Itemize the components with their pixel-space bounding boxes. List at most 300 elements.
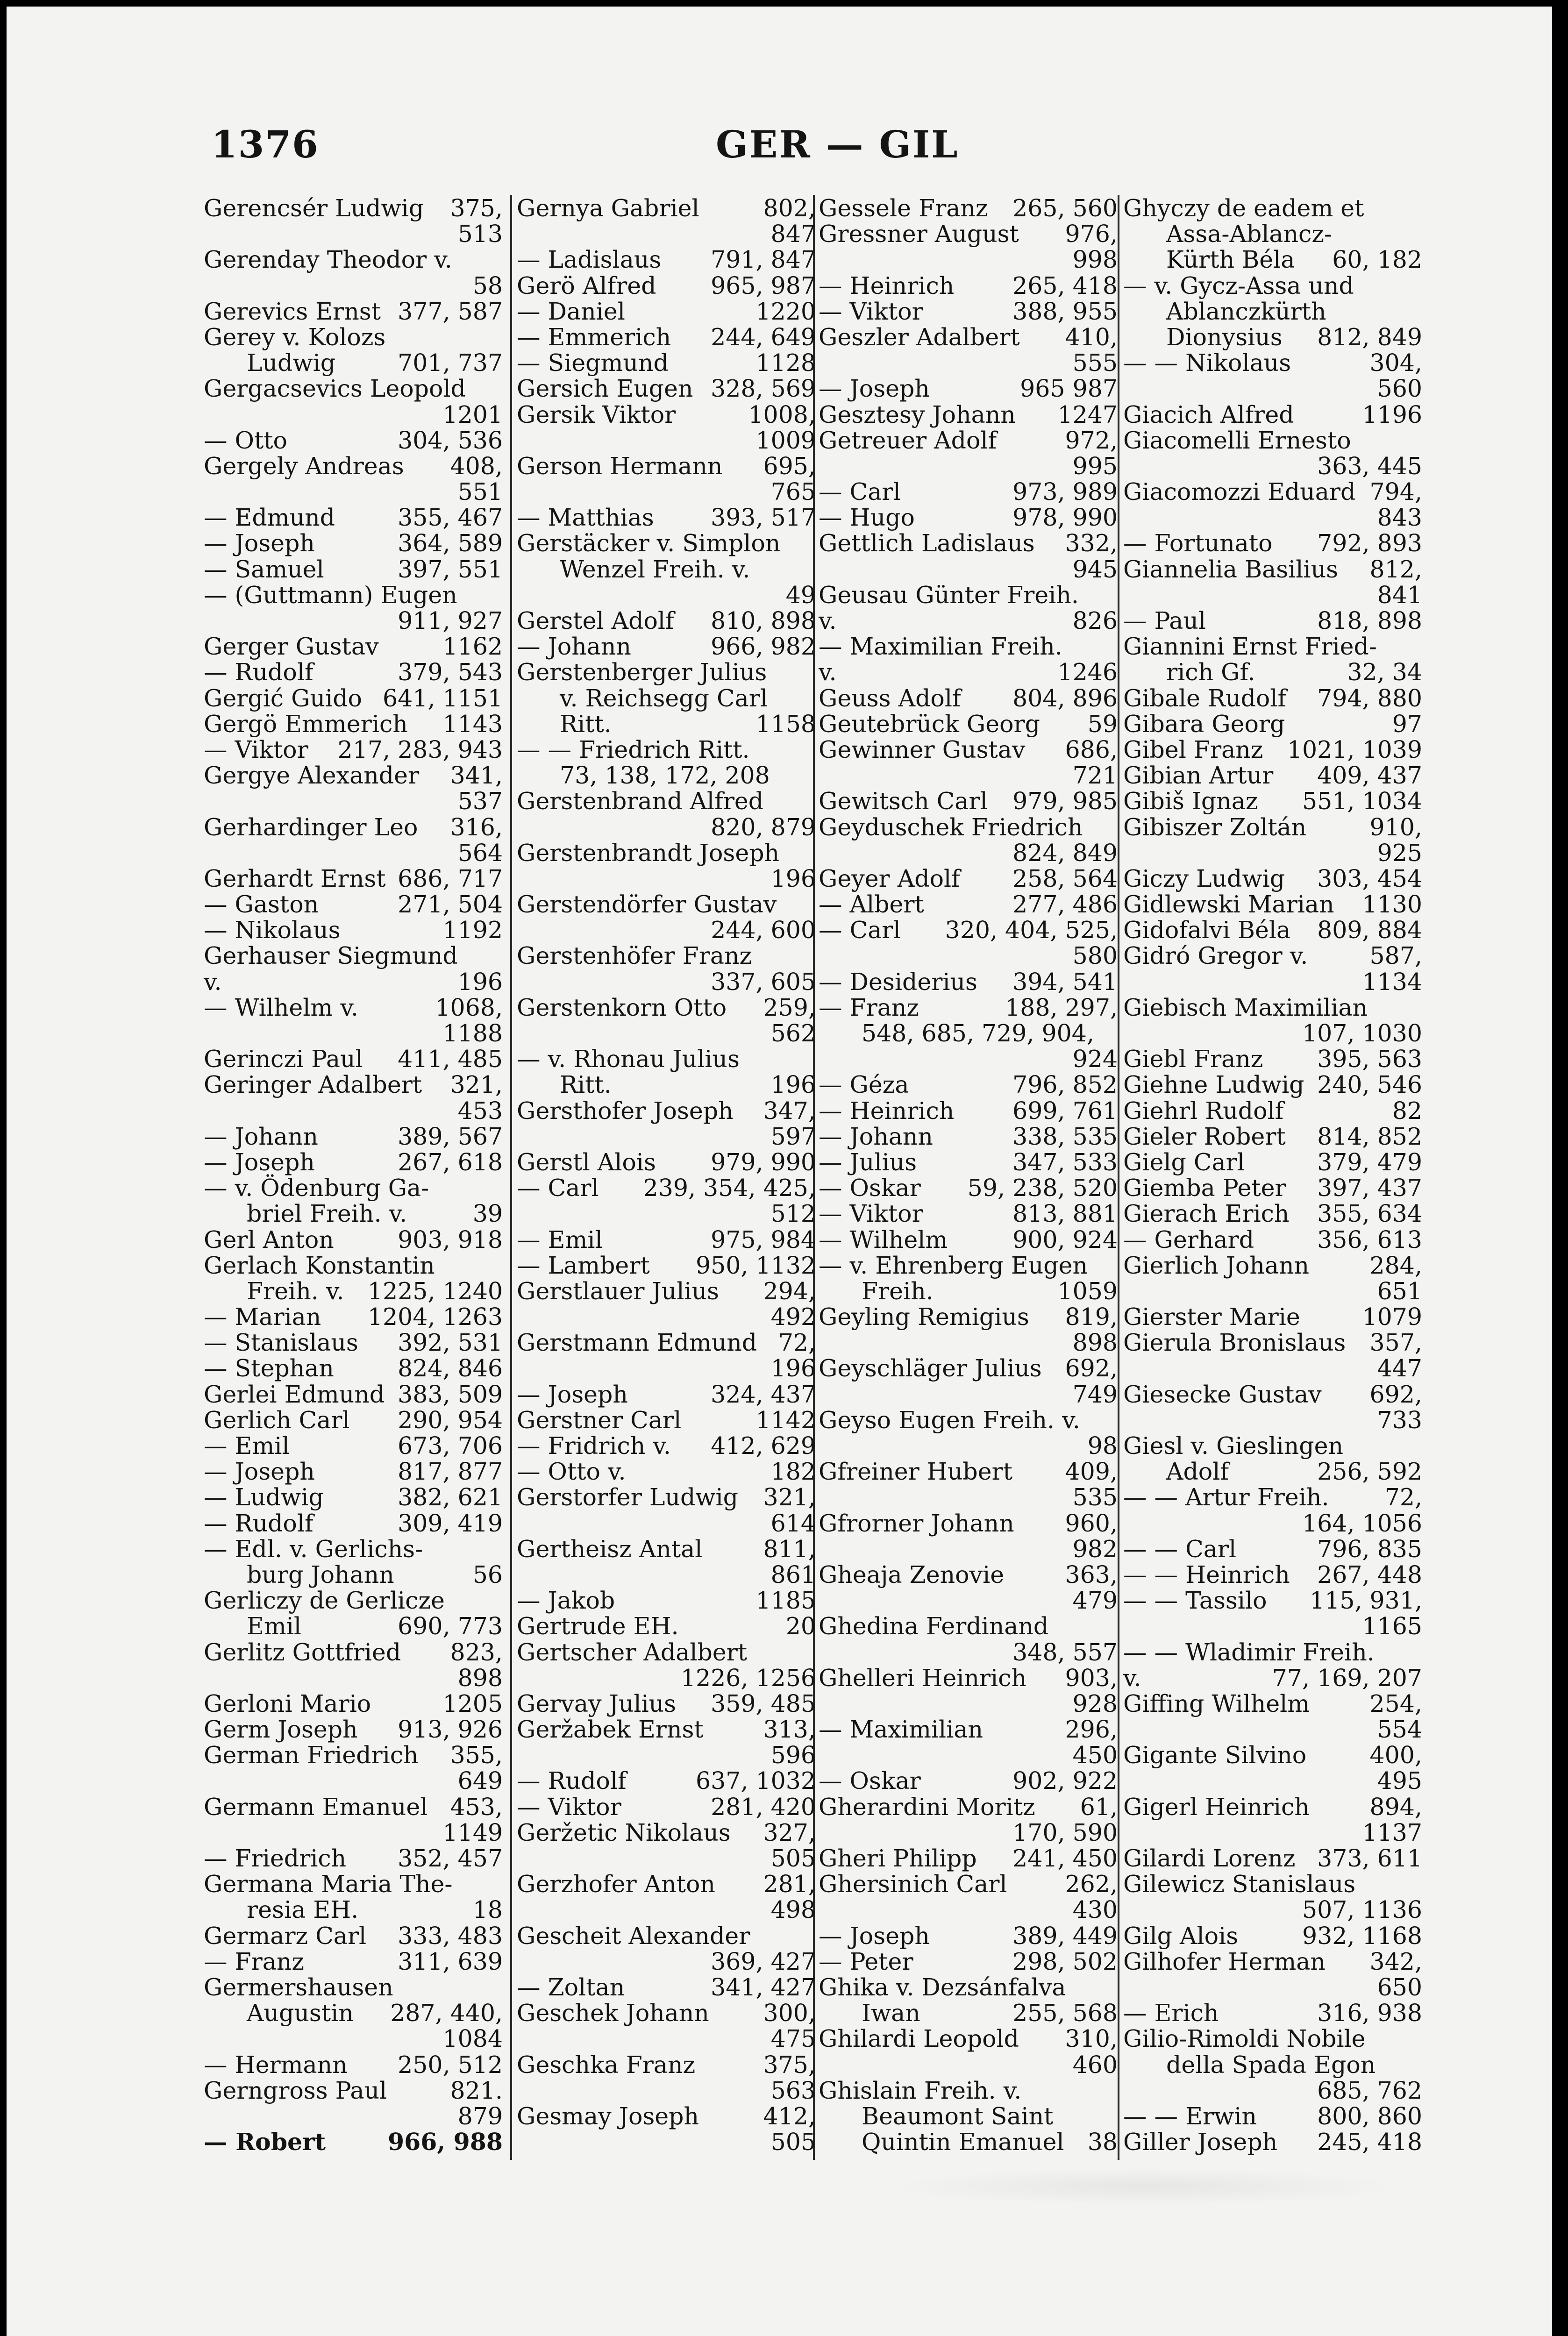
index-line: [819, 840, 1118, 866]
index-entry: [819, 1974, 1118, 2026]
index-line: [204, 1716, 503, 1742]
entry-name: Gerstendörfer Gustav: [517, 890, 777, 919]
page-refs: 913, 926: [398, 1716, 503, 1744]
index-entry: [204, 634, 503, 659]
page-refs: 580: [1072, 942, 1118, 970]
index-line: [204, 1149, 503, 1175]
index-entry: [517, 376, 816, 401]
page-refs: 995: [1072, 452, 1118, 480]
page-refs: 281, 420: [711, 1793, 816, 1821]
entry-name: — Otto: [204, 426, 287, 454]
index-entry: [819, 1227, 1118, 1253]
page-refs: 321,: [450, 1071, 503, 1099]
index-entry: [819, 1716, 1118, 1768]
index-entry: [1123, 479, 1422, 530]
page-refs: 804, 896: [1012, 684, 1118, 712]
entry-name: Ritt.: [560, 710, 612, 738]
page-refs: 277, 486: [1012, 890, 1118, 919]
index-line: [1123, 427, 1422, 453]
page-refs: 412, 629: [711, 1432, 816, 1460]
index-line: [517, 634, 816, 659]
index-line: [819, 1665, 1118, 1691]
page-refs: 802,: [763, 194, 816, 222]
index-line: [517, 1974, 816, 2000]
page-refs: 254,: [1369, 1689, 1422, 1717]
index-line: [517, 762, 816, 788]
entry-name: 73, 138, 172, 208: [560, 762, 770, 790]
index-line: [819, 1588, 1118, 1613]
index-entry: [517, 1098, 816, 1149]
page-refs: 188, 297,: [1005, 993, 1118, 1021]
entry-name: Gerstenhöfer Franz: [517, 942, 752, 970]
page-refs: 818, 898: [1317, 607, 1422, 634]
entry-name: — Friedrich: [204, 1845, 347, 1872]
page-refs: 686, 717: [398, 864, 503, 892]
index-line: [517, 737, 816, 762]
entry-name: Geyling Remigius: [819, 1303, 1029, 1331]
page-refs: 1134: [1362, 968, 1422, 996]
page-refs: 495: [1377, 1767, 1422, 1795]
index-entry: [204, 1382, 503, 1407]
entry-name: Gerl Anton: [204, 1225, 334, 1253]
entry-name: Gertrude EH.: [517, 1612, 679, 1640]
page-refs: 513: [457, 220, 503, 248]
index-entry: [1123, 1562, 1422, 1588]
index-line: [204, 1897, 503, 1923]
index-line: [204, 505, 503, 530]
index-line: [517, 1227, 816, 1253]
index-line: [1123, 2052, 1422, 2078]
index-line: [819, 762, 1118, 788]
entry-name: Ghislain Freih. v.: [819, 2076, 1022, 2104]
index-line: [517, 1072, 816, 1097]
entry-name: Gerliczy de Gerlicze: [204, 1587, 445, 1615]
entry-name: — Oskar: [819, 1767, 921, 1795]
entry-name: Gewinner Gustav: [819, 735, 1026, 763]
entry-name: — Maximilian: [819, 1716, 983, 1744]
entry-name: Gerinczi Paul: [204, 1045, 363, 1073]
page-refs: 695,: [763, 452, 816, 480]
page-refs: 341, 427: [711, 1973, 816, 2001]
index-line: [819, 1227, 1118, 1253]
index-entry: [517, 1716, 816, 1768]
page-refs: 1201: [442, 400, 503, 428]
page-refs: 333, 483: [398, 1922, 503, 1950]
index-entry: [204, 1691, 503, 1716]
entry-name: — Stanislaus: [204, 1329, 358, 1357]
index-line: [517, 1588, 816, 1613]
index-entry: [517, 1974, 816, 2000]
entry-name: Gerhauser Siegmund: [204, 942, 458, 970]
index-line: [204, 453, 503, 479]
index-line: [204, 402, 503, 427]
index-entry: [819, 402, 1118, 427]
index-line: [1123, 943, 1422, 969]
index-entry: [517, 1149, 816, 1175]
index-entry: [204, 2078, 503, 2129]
page-refs: 450: [1072, 1741, 1118, 1769]
entry-name: Gfrorner Johann: [819, 1509, 1014, 1537]
index-entry: [517, 1923, 816, 1974]
index-line: [1123, 324, 1422, 350]
entry-name: — Gaston: [204, 890, 319, 919]
page-refs: 641, 1151: [382, 684, 503, 712]
entry-name: — — Friedrich Ritt.: [517, 735, 750, 763]
index-entry: [819, 1253, 1118, 1304]
index-entry: [819, 995, 1118, 1072]
entry-name: Gfreiner Hubert: [819, 1458, 1013, 1486]
page-refs: 373, 611: [1317, 1845, 1422, 1872]
index-entry: [1123, 1845, 1422, 1871]
index-entry: [819, 969, 1118, 995]
entry-name: Germ Joseph: [204, 1716, 358, 1744]
page-refs: 1142: [755, 1406, 816, 1434]
index-line: [204, 1046, 503, 1072]
index-line: [517, 1613, 816, 1639]
page-refs: 342,: [1369, 1947, 1422, 1975]
index-line: [1123, 1665, 1422, 1691]
page-refs: 903, 918: [398, 1225, 503, 1253]
running-head: GER — GIL: [716, 122, 959, 166]
page-refs: 60, 182: [1332, 246, 1422, 274]
index-line: [819, 1175, 1118, 1201]
index-entry: [819, 1949, 1118, 1974]
page-refs: 38: [1087, 2128, 1118, 2156]
index-entry: [1123, 1794, 1422, 1845]
entry-name: Gerstenbrandt Joseph: [517, 839, 780, 867]
page-refs: 551, 1034: [1302, 787, 1422, 815]
page-refs: 492: [770, 1303, 816, 1331]
index-line: [204, 556, 503, 582]
index-entry: [517, 891, 816, 943]
entry-name: Gergić Guido: [204, 684, 362, 712]
page-refs: 1009: [755, 426, 816, 454]
entry-name: Gernya Gabriel: [517, 194, 699, 222]
page-refs: 1084: [442, 2025, 503, 2053]
page-refs: 196: [770, 864, 816, 892]
index-entry: [204, 530, 503, 556]
page-refs: 341,: [450, 762, 503, 790]
entry-name: Ludwig: [247, 349, 336, 377]
entry-name: Gerstlauer Julius: [517, 1277, 719, 1305]
index-line: [517, 1691, 816, 1716]
index-line: [1123, 2026, 1422, 2051]
index-line: [517, 453, 816, 479]
page-refs: 1149: [442, 1818, 503, 1846]
index-line: [517, 1949, 816, 1974]
entry-name: Ghelleri Heinrich: [819, 1664, 1026, 1692]
entry-name: — Edmund: [204, 504, 335, 532]
page-refs: 267, 618: [398, 1148, 503, 1176]
entry-name: Freih. v.: [247, 1277, 344, 1305]
entry-name: Geschek Johann: [517, 1999, 709, 2027]
entry-name: Gergye Alexander: [204, 762, 420, 790]
index-entry: [819, 1794, 1118, 1845]
page-refs: 507, 1136: [1302, 1896, 1422, 1924]
index-entry: [819, 1407, 1118, 1459]
index-entry: [1123, 2129, 1422, 2155]
page-refs: 898: [1072, 1329, 1118, 1357]
index-line: [819, 1046, 1118, 1072]
index-line: [517, 685, 816, 711]
page-refs: 164, 1056: [1302, 1509, 1422, 1537]
index-entry: [1123, 1072, 1422, 1097]
index-entry: [204, 1459, 503, 1484]
index-line: [204, 1639, 503, 1665]
index-line: [1123, 840, 1422, 866]
index-entry: [517, 247, 816, 272]
entry-name: Dionysius: [1166, 323, 1283, 351]
page-refs: 701, 737: [398, 349, 503, 377]
page-refs: 460: [1072, 2051, 1118, 2079]
page-refs: 560: [1377, 375, 1422, 403]
page-refs: 925: [1377, 839, 1422, 867]
page-refs: 377, 587: [398, 297, 503, 325]
index-entry: [1123, 1588, 1422, 1639]
page-refs: 1225, 1240: [367, 1277, 503, 1305]
index-line: [819, 891, 1118, 917]
entry-name: — Franz: [204, 1947, 304, 1975]
page-refs: 382, 621: [398, 1483, 503, 1511]
entry-name: Gierula Bronislaus: [1123, 1329, 1346, 1357]
index-entry: [517, 1227, 816, 1253]
index-line: [1123, 762, 1422, 788]
index-entry: [517, 995, 816, 1046]
page-refs: 1204, 1263: [367, 1303, 503, 1331]
index-line: [517, 1046, 816, 1072]
index-line: [517, 1175, 816, 1201]
column-rule: [1118, 195, 1119, 2160]
index-line: [1123, 556, 1422, 582]
index-line: [204, 1742, 503, 1768]
page-refs: 316, 938: [1317, 1999, 1422, 2027]
index-entry: [204, 247, 503, 298]
entry-name: Gheri Philipp: [819, 1845, 977, 1872]
index-line: [204, 737, 503, 762]
entry-name: v.: [204, 968, 222, 996]
entry-name: Gibiš Ignaz: [1123, 787, 1258, 815]
index-entry: [819, 1459, 1118, 1510]
page-refs: 1158: [755, 710, 816, 738]
index-line: [1123, 1124, 1422, 1149]
page-refs: 910,: [1369, 813, 1422, 841]
entry-name: Gessele Franz: [819, 194, 988, 222]
index-line: [517, 711, 816, 737]
index-entry: [819, 814, 1118, 866]
entry-name: 548, 685, 729, 904,: [862, 1019, 1094, 1047]
page-refs: 819,: [1065, 1303, 1118, 1331]
page-refs: 267, 448: [1317, 1560, 1422, 1588]
entry-name: Gerlach Konstantin: [204, 1251, 435, 1279]
index-entry: [517, 1794, 816, 1820]
index-entry: [819, 427, 1118, 479]
page-refs: 244, 600: [711, 916, 816, 944]
index-line: [819, 1020, 1118, 1046]
page-refs: 1246: [1057, 658, 1118, 686]
entry-name: Gerlei Edmund: [204, 1380, 385, 1408]
index-line: [204, 969, 503, 995]
entry-name: Gescheit Alexander: [517, 1922, 750, 1950]
index-line: [517, 299, 816, 324]
entry-name: — Fridrich v.: [517, 1432, 671, 1460]
index-line: [517, 969, 816, 995]
page-refs: 1130: [1362, 890, 1422, 919]
index-line: [204, 479, 503, 505]
index-line: [1123, 1536, 1422, 1562]
page-refs: 328, 569: [711, 375, 816, 403]
page-refs: 256, 592: [1317, 1458, 1422, 1486]
page-refs: 932, 1168: [1302, 1922, 1422, 1950]
index-entry: [819, 1613, 1118, 1665]
entry-name: Gertheisz Antal: [517, 1535, 703, 1563]
page-refs: 244, 649: [711, 323, 816, 351]
entry-name: Gergely Andreas: [204, 452, 404, 480]
index-line: [204, 1382, 503, 1407]
index-line: [517, 1149, 816, 1175]
index-line: [1123, 1588, 1422, 1613]
entry-name: briel Freih. v.: [247, 1200, 407, 1228]
page-refs: 791, 847: [711, 246, 816, 274]
entry-name: Gerö Alfred: [517, 271, 656, 299]
page-refs: 796, 852: [1012, 1071, 1118, 1099]
index-entry: [1123, 1639, 1422, 1691]
index-line: [819, 1974, 1118, 2000]
index-line: [1123, 1330, 1422, 1355]
entry-name: Wenzel Freih. v.: [560, 555, 750, 583]
index-line: [204, 2052, 503, 2078]
index-entry: [517, 2052, 816, 2103]
page-refs: 347,: [763, 1097, 816, 1125]
entry-name: — Géza: [819, 1071, 909, 1099]
entry-name: — — Carl: [1123, 1535, 1237, 1563]
index-line: [819, 943, 1118, 969]
entry-name: Gerhardinger Leo: [204, 813, 418, 841]
index-entry: [517, 1536, 816, 1588]
index-entry: [204, 737, 503, 762]
index-line: [517, 195, 816, 221]
index-entry: [204, 1407, 503, 1433]
entry-name: — Edl. v. Gerlichs-: [204, 1535, 423, 1563]
index-line: [1123, 582, 1422, 608]
index-line: [204, 2000, 503, 2026]
index-entry: [819, 1124, 1118, 1149]
entry-name: Geschka Franz: [517, 2051, 696, 2079]
entry-name: — — Tassilo: [1123, 1587, 1267, 1615]
index-line: [517, 1278, 816, 1304]
page-refs: 966, 988: [388, 2128, 503, 2156]
index-line: [517, 376, 816, 401]
index-line: [819, 685, 1118, 711]
index-line: [819, 1149, 1118, 1175]
index-entry: [204, 891, 503, 917]
index-entry: [204, 1536, 503, 1588]
index-entry: [1123, 995, 1422, 1046]
index-entry: [819, 1175, 1118, 1201]
entry-name: — Rudolf: [517, 1767, 627, 1795]
page-refs: 72,: [1384, 1483, 1422, 1511]
entry-name: — Emil: [517, 1225, 603, 1253]
index-entry: [204, 453, 503, 505]
entry-name: — Paul: [1123, 607, 1206, 634]
entry-name: Gibara Georg: [1123, 710, 1285, 738]
entry-name: — Carl: [517, 1174, 599, 1202]
index-line: [819, 1794, 1118, 1820]
page-refs: 337, 605: [711, 968, 816, 996]
page-refs: 965, 987: [711, 271, 816, 299]
page-refs: 383, 509: [398, 1380, 503, 1408]
entry-name: Ghersinich Carl: [819, 1870, 1007, 1898]
index-line: [517, 995, 816, 1020]
page-refs: 823,: [450, 1638, 503, 1666]
column-rule: [510, 195, 512, 2160]
index-line: [1123, 1433, 1422, 1459]
entry-name: — Erich: [1123, 1999, 1219, 2027]
index-line: [819, 1124, 1118, 1149]
scan-border-top: [0, 0, 1568, 7]
index-line: [1123, 299, 1422, 324]
index-entry: [517, 273, 816, 299]
index-entry: [1123, 891, 1422, 917]
index-entry: [517, 2103, 816, 2155]
index-entry: [1123, 273, 1422, 350]
entry-name: Gilhofer Herman: [1123, 1947, 1326, 1975]
page-refs: 614: [770, 1509, 816, 1537]
entry-name: Gerey v. Kolozs: [204, 323, 386, 351]
entry-name: — Desiderius: [819, 968, 977, 996]
entry-name: — Joseph: [819, 375, 930, 403]
index-entry: [204, 866, 503, 891]
index-entry: [204, 1923, 503, 1949]
entry-name: Giebisch Maximilian: [1123, 993, 1368, 1021]
index-line: [819, 1716, 1118, 1742]
index-entry: [517, 634, 816, 659]
page-refs: 265, 560: [1012, 194, 1118, 222]
entry-name: — Franz: [819, 993, 919, 1021]
index-line: [204, 891, 503, 917]
entry-name: Giannini Ernst Fried-: [1123, 633, 1377, 661]
entry-name: — Carl: [819, 916, 901, 944]
index-line: [204, 1304, 503, 1330]
page-refs: 375,: [450, 194, 503, 222]
index-entry: [204, 324, 503, 376]
index-entry: [819, 1072, 1118, 1097]
entry-name: — Stephan: [204, 1354, 334, 1382]
index-line: [819, 1845, 1118, 1871]
index-line: [1123, 917, 1422, 943]
index-line: [819, 505, 1118, 530]
index-line: [1123, 2078, 1422, 2103]
page-refs: 800, 860: [1317, 2102, 1422, 2130]
page-refs: 649: [457, 1767, 503, 1795]
entry-name: Giesl v. Gieslingen: [1123, 1432, 1343, 1460]
page-refs: 265, 418: [1012, 271, 1118, 299]
entry-name: Gerstmann Edmund: [517, 1329, 757, 1357]
index-line: [1123, 1768, 1422, 1794]
entry-name: Gierlich Johann: [1123, 1251, 1310, 1279]
page-refs: 843: [1377, 504, 1422, 532]
index-entry: [517, 788, 816, 840]
entry-name: — Viktor: [819, 1200, 923, 1228]
index-line: [819, 1949, 1118, 1974]
entry-name: — Rudolf: [204, 1509, 314, 1537]
index-line: [204, 685, 503, 711]
page-refs: 650: [1377, 1973, 1422, 2001]
page-refs: 975, 984: [711, 1225, 816, 1253]
index-line: [517, 582, 816, 608]
entry-name: Gibale Rudolf: [1123, 684, 1287, 712]
entry-name: Gerzhofer Anton: [517, 1870, 715, 1898]
index-entry: [819, 530, 1118, 582]
